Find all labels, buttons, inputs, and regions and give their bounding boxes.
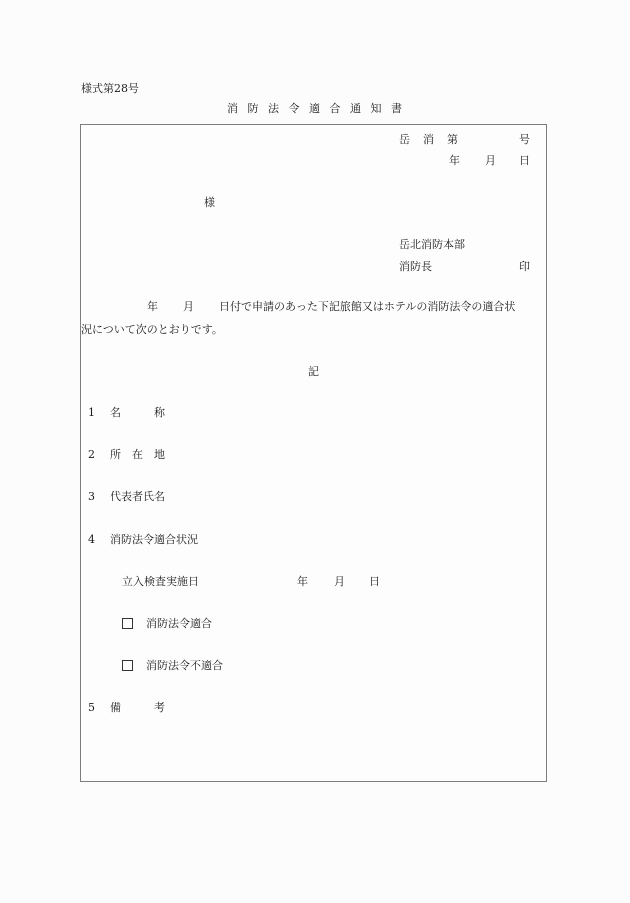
document-title: 消防法令適合通知書 bbox=[227, 102, 412, 115]
inspection-date-label: 立入検査実施日 bbox=[122, 575, 199, 588]
item-label: 消防法令適合状況 bbox=[110, 533, 198, 546]
item-number: 4 bbox=[88, 533, 95, 546]
body-paragraph-line2: 況について次のとおりです。 bbox=[81, 323, 223, 336]
item-label: 所 在 地 bbox=[110, 448, 165, 461]
item-number: 3 bbox=[88, 490, 95, 503]
item-label: 名 称 bbox=[110, 406, 165, 419]
compliant-checkbox[interactable] bbox=[122, 618, 133, 629]
seal-mark: 印 bbox=[519, 260, 530, 273]
ref-prefix-3: 第 bbox=[447, 133, 458, 146]
body-month-label: 月 bbox=[183, 300, 194, 313]
item-label: 備 考 bbox=[110, 701, 165, 714]
form-number: 様式第28号 bbox=[81, 82, 139, 95]
issuer-department: 岳北消防本部 bbox=[399, 238, 465, 251]
body-text-line1: 日付で申請のあった下記旅館又はホテルの消防法令の適合状 bbox=[219, 300, 516, 313]
item-label: 代表者氏名 bbox=[110, 490, 165, 503]
noncompliant-checkbox[interactable] bbox=[122, 660, 133, 671]
ref-prefix-2: 消 bbox=[423, 133, 434, 146]
addressee-honorific: 様 bbox=[204, 196, 215, 209]
notes-heading: 記 bbox=[308, 365, 319, 378]
inspection-day-label: 日 bbox=[369, 575, 380, 588]
compliant-label: 消防法令適合 bbox=[146, 617, 212, 630]
inspection-year-label: 年 bbox=[297, 575, 308, 588]
ref-suffix: 号 bbox=[519, 133, 530, 146]
issue-month-label: 月 bbox=[485, 154, 496, 167]
item-number: 1 bbox=[88, 406, 95, 419]
item-number: 5 bbox=[88, 701, 95, 714]
ref-prefix-1: 岳 bbox=[399, 133, 410, 146]
inspection-month-label: 月 bbox=[334, 575, 345, 588]
issue-year-label: 年 bbox=[449, 154, 460, 167]
issuer-title: 消防長 bbox=[399, 260, 432, 273]
noncompliant-label: 消防法令不適合 bbox=[146, 659, 223, 672]
item-number: 2 bbox=[88, 448, 95, 461]
body-year-label: 年 bbox=[147, 300, 158, 313]
issue-day-label: 日 bbox=[519, 154, 530, 167]
